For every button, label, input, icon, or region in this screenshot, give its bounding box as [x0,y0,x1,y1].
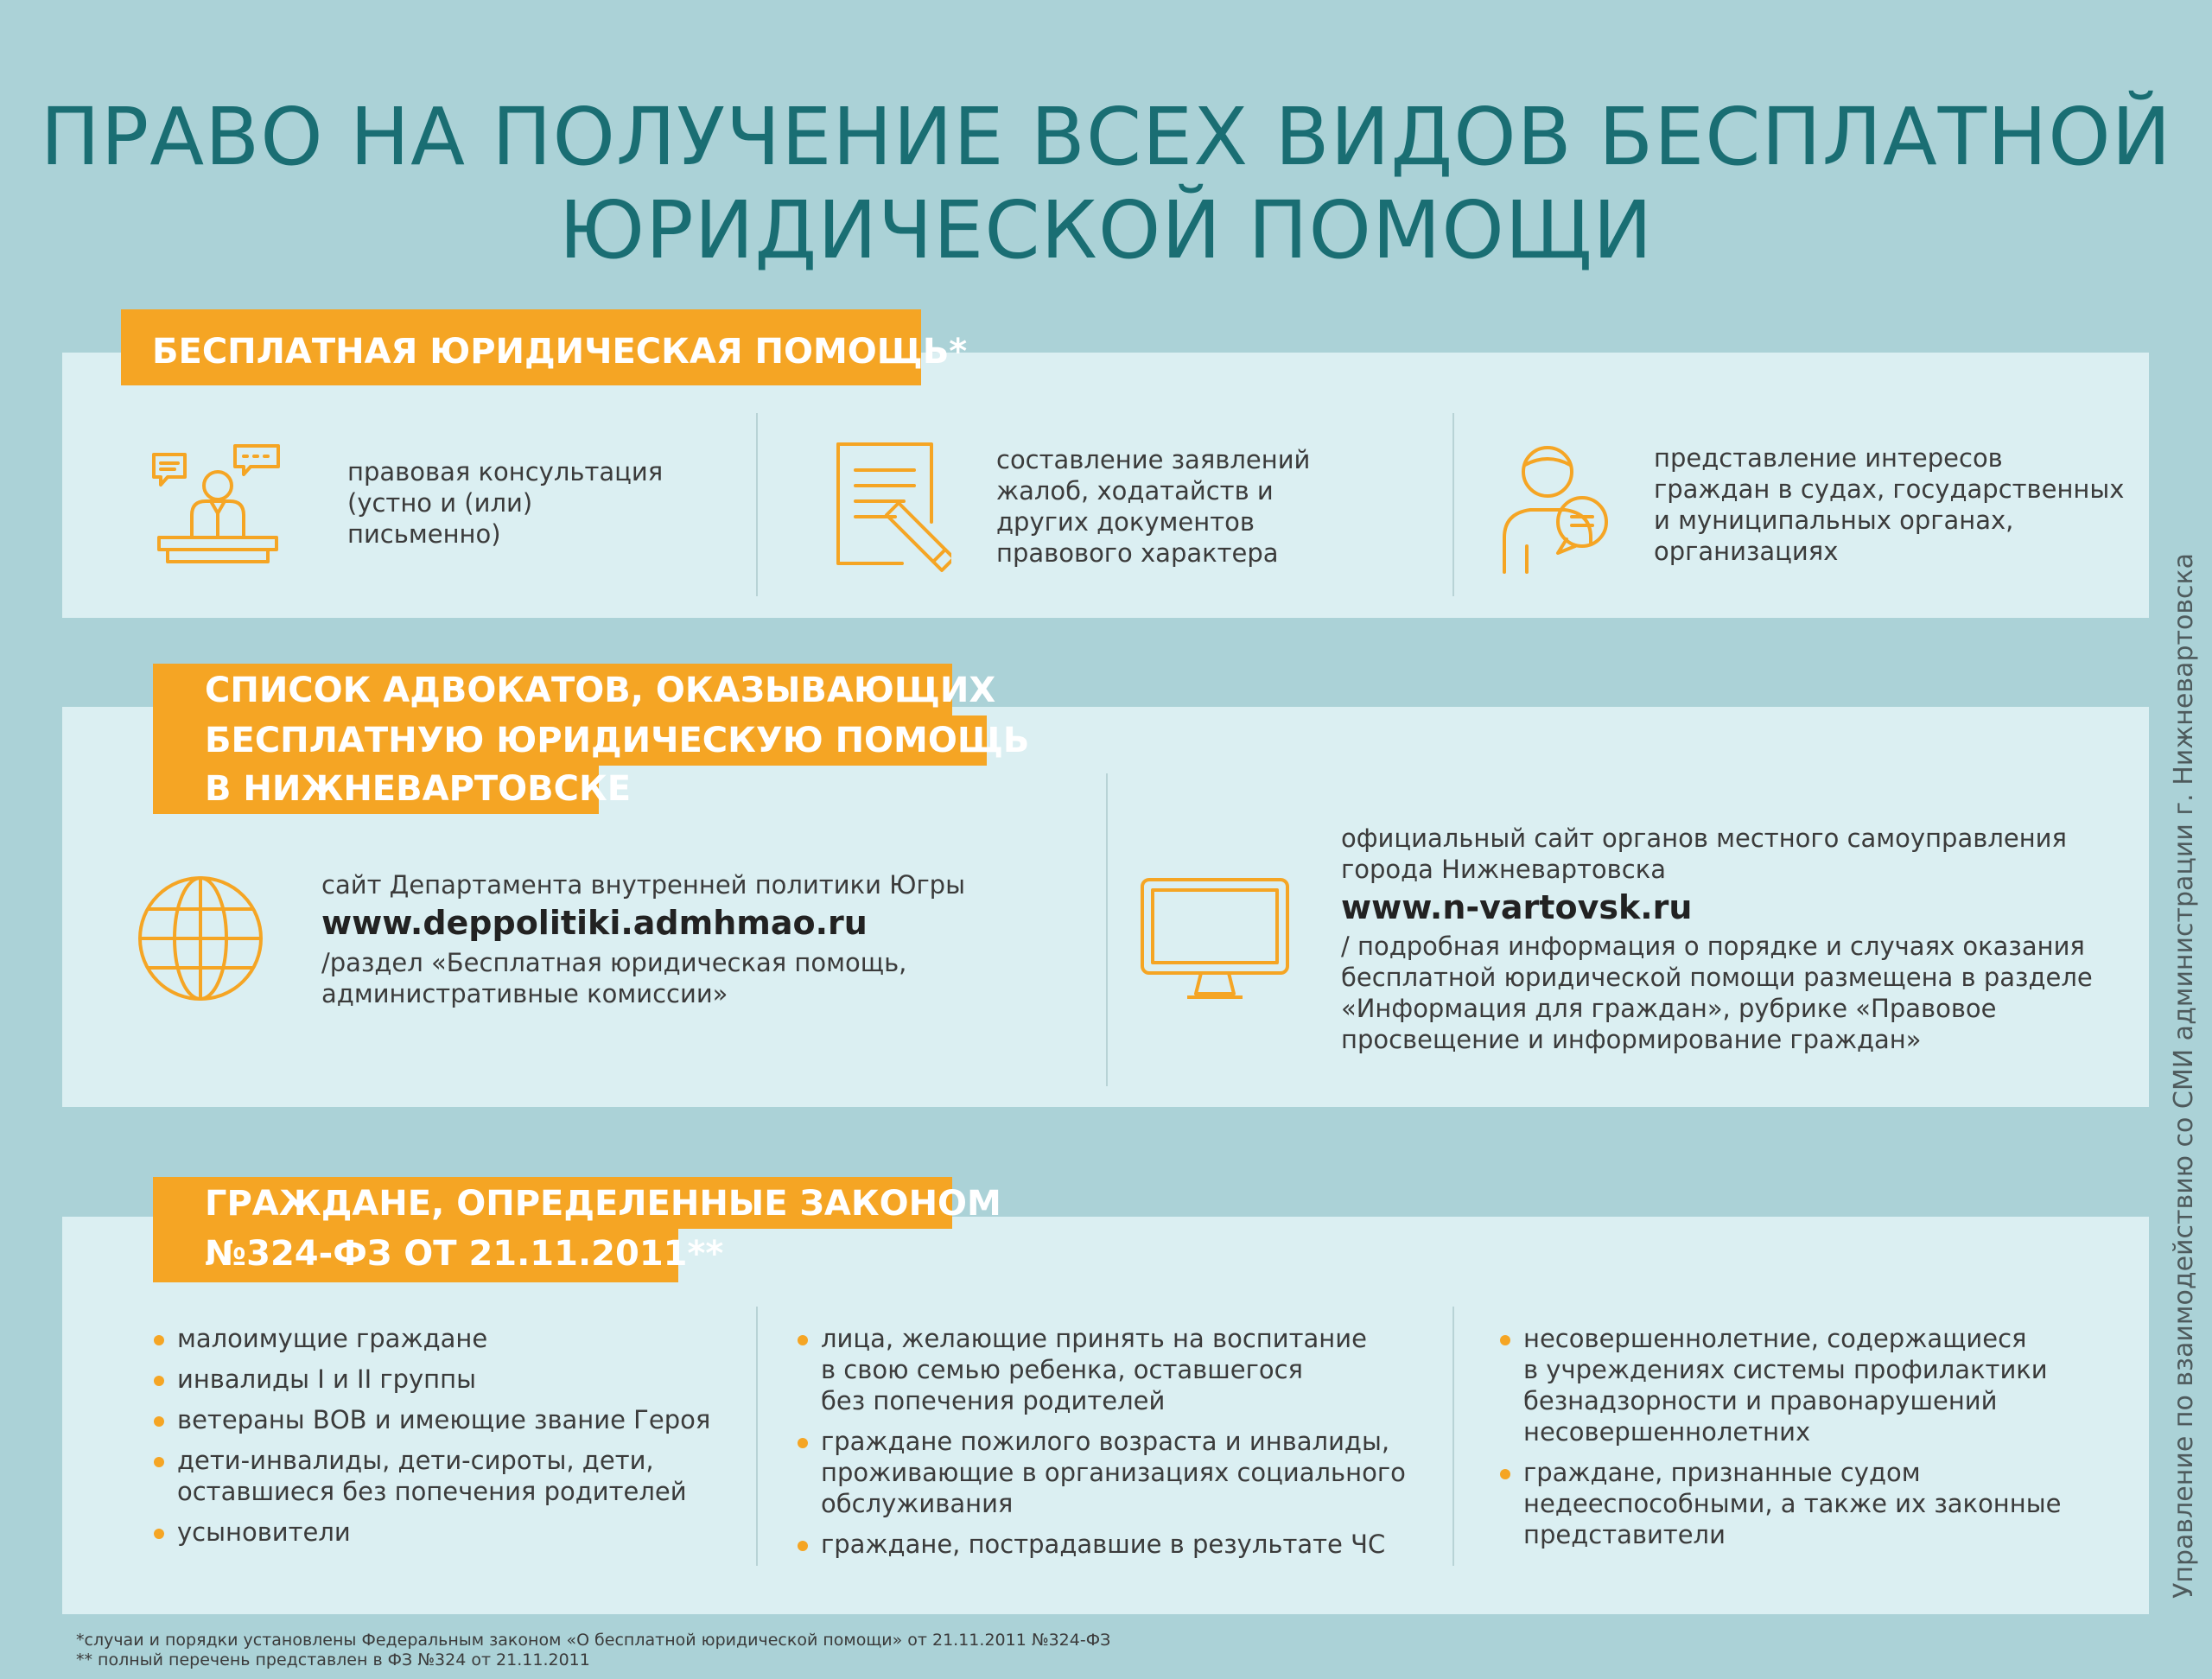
section-heading-free-legal-aid: БЕСПЛАТНАЯ ЮРИДИЧЕСКАЯ ПОМОЩЬ* [121,309,921,385]
monitor-icon [1139,876,1291,1006]
consultation-icon [149,442,283,572]
deppolitiki-intro: сайт Департамента внутренней политики Югры [321,870,965,900]
nvartovsk-link[interactable]: www.n-vartovsk.ru [1341,888,1693,926]
document-pen-icon [835,441,951,579]
person-speech-icon [1499,442,1611,576]
footnote-2: ** полный перечень представлен в ФЗ №324 от 21.11.2011 [76,1650,590,1669]
divider [756,413,758,596]
side-credit: Управление по взаимодействию со СМИ администрации г. Нижневартовска [2169,553,2199,1599]
list-item: граждане, пострадавшие в результате ЧС [795,1529,1406,1560]
service-consultation-text: правовая консультация (устно и (или) письменно) [347,457,664,549]
section-heading-lawyers-line2: БЕСПЛАТНУЮ ЮРИДИЧЕСКУЮ ПОМОЩЬ [153,715,987,766]
deppolitiki-note: /раздел «Бесплатная юридическая помощь, административные комиссии» [321,948,907,1008]
section-heading-citizens-line2: №324-ФЗ ОТ 21.11.2011** [153,1229,678,1282]
page-title [0,91,2212,277]
service-representation-text: представление интересов граждан в судах, государственных и муниципальных органах, организациях [1654,443,2125,566]
citizens-list-col3 [1497,1323,2061,1560]
footnote-1: *случаи и порядки установлены Федеральным законом «О бесплатной юридической помощи» от 21.11.2011 №324-ФЗ [76,1631,1111,1650]
list-item: лица, желающие принять на воспитание в свою семью ребенка, оставшегося без попечения родителей [795,1323,1406,1416]
section-heading-citizens-line1: ГРАЖДАНЕ, ОПРЕДЕЛЕННЫЕ ЗАКОНОМ [153,1177,952,1229]
list-item: граждане пожилого возраста и инвалиды, проживающие в организациях социального обслуживания [795,1426,1406,1519]
divider [1452,413,1454,596]
page-title-line2: ЮРИДИЧЕСКОЙ ПОМОЩИ [558,184,1654,277]
citizens-list-col2 [795,1323,1406,1569]
divider [756,1307,758,1566]
divider [1452,1307,1454,1566]
section-heading-lawyers-line3: В НИЖНЕВАРТОВСКЕ [153,766,599,814]
divider [1106,773,1108,1086]
list-item: граждане, признанные судом недееспособными, а также их законные представители [1497,1457,2061,1550]
globe-icon [137,874,264,1002]
citizens-list-col1 [151,1323,710,1557]
list-item: несовершеннолетние, содержащиеся в учреждениях системы профилактики безнадзорности и правонарушений несовершеннолетних [1497,1323,2061,1447]
nvartovsk-intro: официальный сайт органов местного самоуправления города Нижневартовска [1341,824,2067,884]
service-documents-text: составление заявлений жалоб, ходатайств и других документов правового характера [996,445,1311,568]
nvartovsk-note: / подробная информация о порядке и случаях оказания бесплатной юридической помощи размещена в разделе «Информация для граждан», рубрике «Правовое просвещение и информирование граждан» [1341,932,2093,1054]
deppolitiki-link[interactable]: www.deppolitiki.admhmao.ru [321,904,868,942]
list-item: ветераны ВОВ и имеющие звание Героя [151,1404,710,1435]
list-item: инвалиды I и II группы [151,1364,710,1395]
list-item: дети-инвалиды, дети-сироты, дети, оставшиеся без попечения родителей [151,1445,710,1507]
list-item: усыновители [151,1517,710,1548]
section-heading-lawyers-line1: СПИСОК АДВОКАТОВ, ОКАЗЫВАЮЩИХ [153,664,952,715]
list-item: малоимущие граждане [151,1323,710,1354]
page-title-line1: ПРАВО НА ПОЛУЧЕНИЕ ВСЕХ ВИДОВ БЕСПЛАТНОЙ [40,91,2172,183]
